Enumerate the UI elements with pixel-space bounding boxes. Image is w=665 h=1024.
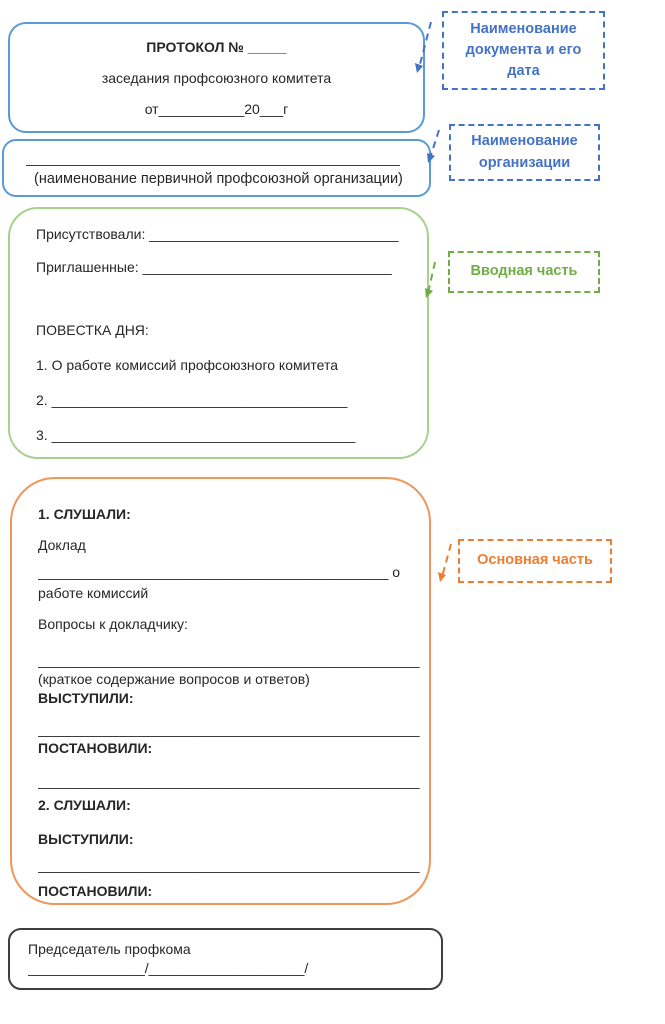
callout-introductory-part [448,251,600,293]
introductory-box [8,207,429,459]
connector-org-callout [430,130,439,158]
heard-2-heading: 2. СЛУШАЛИ: [38,797,131,813]
connector-intro-callout [428,262,435,293]
spoke-2-blank-line: _________________________________________________ [38,857,420,873]
connector-main-callout [442,544,451,577]
organization-blank-line: ________________________________________________ [26,150,400,166]
callout-document-name-label: Наименование документа и его дата [465,20,582,79]
report-label: Доклад [38,537,86,553]
callout-organization-name [449,124,600,181]
agenda-item-1: 1. О работе комиссий профсоюзного комитета [36,357,339,373]
organization-box [2,139,431,197]
signature-blank-line: _______________/____________________/ [28,960,309,976]
invited-line: Приглашенные: ________________________________ [36,259,392,275]
agenda-item-3: 3. _______________________________________ [36,427,356,443]
callout-organization-name-label: Наименование организации [471,133,578,171]
callout-document-name [442,11,605,90]
resolved-1-blank-line: _________________________________________________ [38,773,420,789]
date-line: от___________20___г [144,101,289,117]
callout-introductory-part-label: Вводная часть [470,263,578,280]
chairman-label: Председатель профкома [28,941,191,957]
report-blank-line: _____________________________________________ о [38,564,401,580]
attended-line: Присутствовали: ________________________________ [36,226,399,242]
title-box [8,22,425,133]
report-tail: работе комиссий [38,585,149,601]
meeting-subject-line: заседания профсоюзного комитета [101,70,332,86]
resolved-2-heading: ПОСТАНОВИЛИ: [38,883,153,899]
questions-blank-line: _________________________________________________ [38,652,420,668]
spoke-1-heading: ВЫСТУПИЛИ: [38,690,134,706]
spoke-2-heading: ВЫСТУПИЛИ: [38,831,134,847]
heard-1-heading: 1. СЛУШАЛИ: [38,506,131,522]
organization-caption: (наименование первичной профсоюзной организации) [34,171,403,187]
callout-main-part-label: Основная часть [477,552,593,569]
spoke-1-blank-line: _________________________________________________ [38,721,420,737]
signature-box [8,928,443,990]
questions-label: Вопросы к докладчику: [38,616,188,632]
connector-main-arrowhead [438,572,446,582]
callout-main-part [458,539,612,583]
main-part-box [10,477,431,905]
questions-caption: (краткое содержание вопросов и ответов) [38,671,310,687]
agenda-item-2: 2. ______________________________________ [36,392,348,408]
agenda-heading: ПОВЕСТКА ДНЯ: [36,322,149,338]
resolved-1-heading: ПОСТАНОВИЛИ: [38,740,153,756]
protocol-number-line: ПРОТОКОЛ № _____ [146,39,287,55]
